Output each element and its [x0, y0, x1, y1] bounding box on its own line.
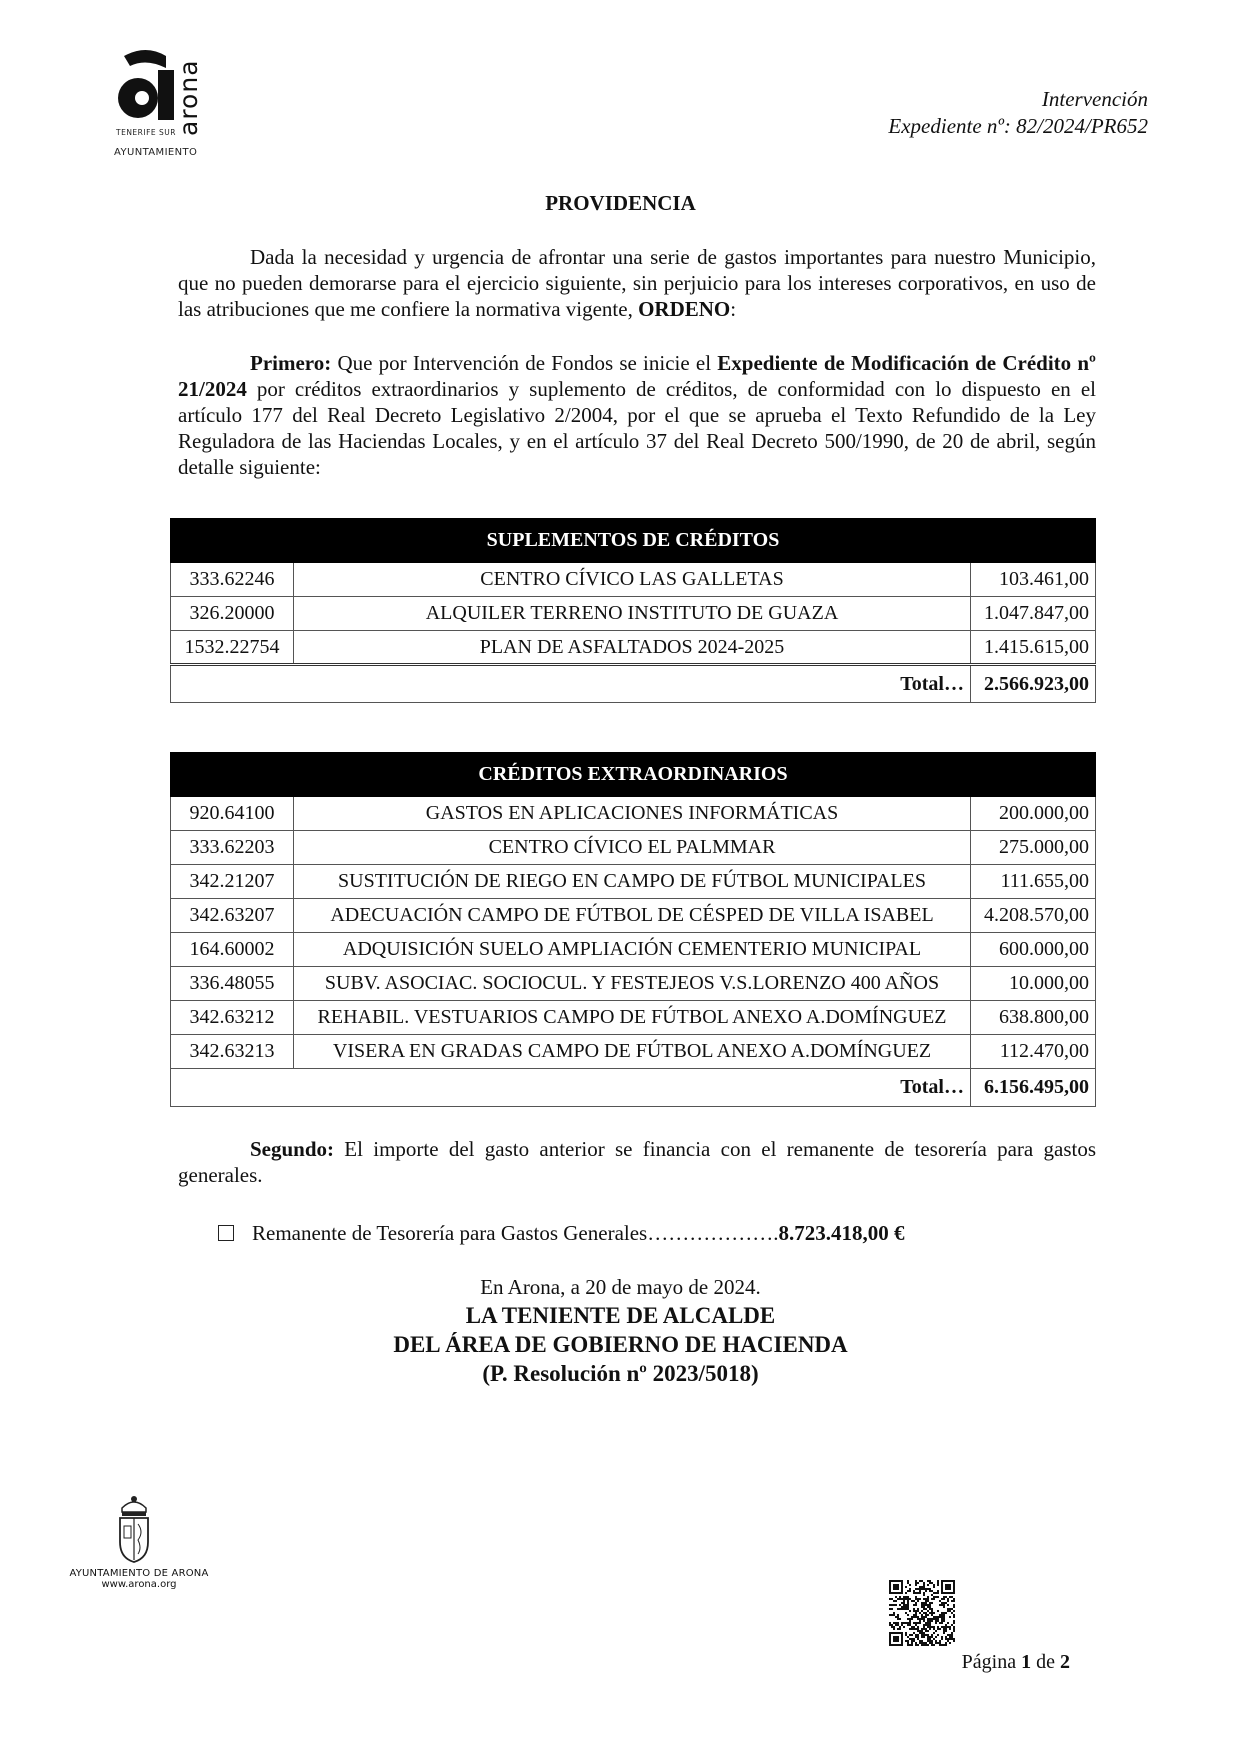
primero-paragraph: [178, 350, 1096, 480]
total-amount: 6.156.495,00: [971, 1069, 1096, 1107]
department-block: [888, 86, 1148, 140]
signature-line3: (P. Resolución nº 2023/5018): [482, 1361, 759, 1386]
page-current: 1: [1021, 1651, 1032, 1673]
logo-sub: TENERIFE SUR: [116, 128, 176, 137]
footer-org: AYUNTAMIENTO DE ARONA: [69, 1568, 209, 1579]
cell-amount: 638.800,00: [971, 1001, 1096, 1035]
cell-code: 920.64100: [171, 797, 294, 831]
cell-amount: 600.000,00: [971, 933, 1096, 967]
extraordinarios-table: [170, 752, 1096, 1107]
intro-text: Dada la necesidad y urgencia de afrontar una serie de gastos importantes para nuestro Municipio, que no pueden demorarse para el ejercicio siguiente, sin perjuicio para los intereses corporativos, en uso de las atribuciones que me confiere la normativa vigente,: [178, 245, 1096, 321]
document-title: PROVIDENCIA: [545, 191, 696, 215]
total-label: Total…: [171, 665, 971, 703]
cell-amount: 1.415.615,00: [971, 631, 1096, 665]
intro-paragraph: [178, 244, 1096, 322]
page-of: de: [1036, 1651, 1055, 1673]
cell-amount: 10.000,00: [971, 967, 1096, 1001]
remanente-line: [218, 1221, 904, 1246]
cell-amount: 103.461,00: [971, 563, 1096, 597]
coat-of-arms-icon: [114, 1494, 154, 1564]
cell-desc: ALQUILER TERRENO INSTITUTO DE GUAZA: [294, 597, 971, 631]
arona-logo: [112, 46, 212, 158]
segundo-label: Segundo:: [250, 1137, 335, 1161]
cell-code: 333.62246: [171, 563, 294, 597]
cell-desc: VISERA EN GRADAS CAMPO DE FÚTBOL ANEXO A.DOMÍNGUEZ: [294, 1035, 971, 1069]
cell-amount: 1.047.847,00: [971, 597, 1096, 631]
signature-line1: LA TENIENTE DE ALCALDE: [465, 1303, 776, 1328]
file-number: Expediente nº: 82/2024/PR652: [888, 114, 1148, 138]
table-row: [171, 1001, 1096, 1035]
page-prefix: Página: [961, 1651, 1017, 1673]
table-row: [171, 865, 1096, 899]
page-number: [962, 1651, 1070, 1674]
suplementos-heading: SUPLEMENTOS DE CRÉDITOS: [171, 519, 1096, 563]
signature-block: [0, 1273, 1241, 1388]
footer-coat-of-arms: [64, 1494, 214, 1590]
suplementos-table: [170, 518, 1096, 703]
table-row: [171, 797, 1096, 831]
qr-code-icon: [889, 1580, 955, 1646]
primero-text2: por créditos extraordinarios y suplemento de créditos, de conformidad con lo dispuesto en el artículo 177 del Real Decreto Legislativo 2/2004, por el que se aprueba el Texto Refundido de la Ley Reguladora de las Haciendas Locales, y en el artículo 37 del Real Decreto 500/1990, de 20 de abril, según detalle siguiente:: [178, 377, 1096, 479]
cell-code: 1532.22754: [171, 631, 294, 665]
cell-desc: ADECUACIÓN CAMPO DE FÚTBOL DE CÉSPED DE VILLA ISABEL: [294, 899, 971, 933]
table-row: [171, 933, 1096, 967]
primero-text1: Que por Intervención de Fondos se inicie el: [331, 351, 718, 375]
intro-ordeno: ORDENO: [638, 297, 731, 321]
cell-code: 342.63212: [171, 1001, 294, 1035]
table-row: [171, 899, 1096, 933]
cell-code: 342.63207: [171, 899, 294, 933]
cell-desc: PLAN DE ASFALTADOS 2024-2025: [294, 631, 971, 665]
cell-code: 164.60002: [171, 933, 294, 967]
cell-desc: REHABIL. VESTUARIOS CAMPO DE FÚTBOL ANEXO A.DOMÍNGUEZ: [294, 1001, 971, 1035]
table-row: [171, 1035, 1096, 1069]
total-amount: 2.566.923,00: [971, 665, 1096, 703]
remanente-label: Remanente de Tesorería para Gastos Generales……………….: [252, 1221, 779, 1245]
total-row: [171, 665, 1096, 703]
page-total: 2: [1060, 1651, 1070, 1673]
intro-tail: :: [730, 297, 737, 321]
cell-desc: CENTRO CÍVICO EL PALMMAR: [294, 831, 971, 865]
cell-desc: SUBV. ASOCIAC. SOCIOCUL. Y FESTEJEOS V.S.LORENZO 400 AÑOS: [294, 967, 971, 1001]
cell-desc: GASTOS EN APLICACIONES INFORMÁTICAS: [294, 797, 971, 831]
cell-code: 336.48055: [171, 967, 294, 1001]
cell-amount: 275.000,00: [971, 831, 1096, 865]
segundo-text: El importe del gasto anterior se financia con el remanente de tesorería para gastos generales.: [178, 1137, 1096, 1187]
table-row: [171, 967, 1096, 1001]
table-row: [171, 563, 1096, 597]
department: Intervención: [1041, 87, 1148, 111]
cell-amount: 200.000,00: [971, 797, 1096, 831]
arona-a-mark-icon: [116, 48, 180, 122]
primero-bold: Expediente de Modificación de Crédito nº 21/2024: [178, 351, 1096, 401]
cell-code: 333.62203: [171, 831, 294, 865]
table-row: [171, 631, 1096, 665]
total-label: Total…: [171, 1069, 971, 1107]
cell-desc: CENTRO CÍVICO LAS GALLETAS: [294, 563, 971, 597]
primero-label: Primero:: [250, 351, 332, 375]
extraordinarios-heading: CRÉDITOS EXTRAORDINARIOS: [171, 753, 1096, 797]
cell-desc: ADQUISICIÓN SUELO AMPLIACIÓN CEMENTERIO MUNICIPAL: [294, 933, 971, 967]
checkbox-icon: [218, 1225, 234, 1241]
table-row: [171, 597, 1096, 631]
logo-org: AYUNTAMIENTO: [114, 147, 198, 158]
logo-word: arona: [174, 59, 203, 137]
cell-code: 342.21207: [171, 865, 294, 899]
cell-amount: 111.655,00: [971, 865, 1096, 899]
segundo-paragraph: [178, 1136, 1096, 1188]
place-date: En Arona, a 20 de mayo de 2024.: [480, 1275, 761, 1299]
cell-desc: SUSTITUCIÓN DE RIEGO EN CAMPO DE FÚTBOL MUNICIPALES: [294, 865, 971, 899]
cell-amount: 4.208.570,00: [971, 899, 1096, 933]
cell-amount: 112.470,00: [971, 1035, 1096, 1069]
cell-code: 342.63213: [171, 1035, 294, 1069]
signature-line2: DEL ÁREA DE GOBIERNO DE HACIENDA: [393, 1332, 848, 1357]
table-row: [171, 831, 1096, 865]
remanente-amount: 8.723.418,00 €: [778, 1221, 905, 1245]
total-row: [171, 1069, 1096, 1107]
footer-web: www.arona.org: [101, 1579, 177, 1590]
cell-code: 326.20000: [171, 597, 294, 631]
